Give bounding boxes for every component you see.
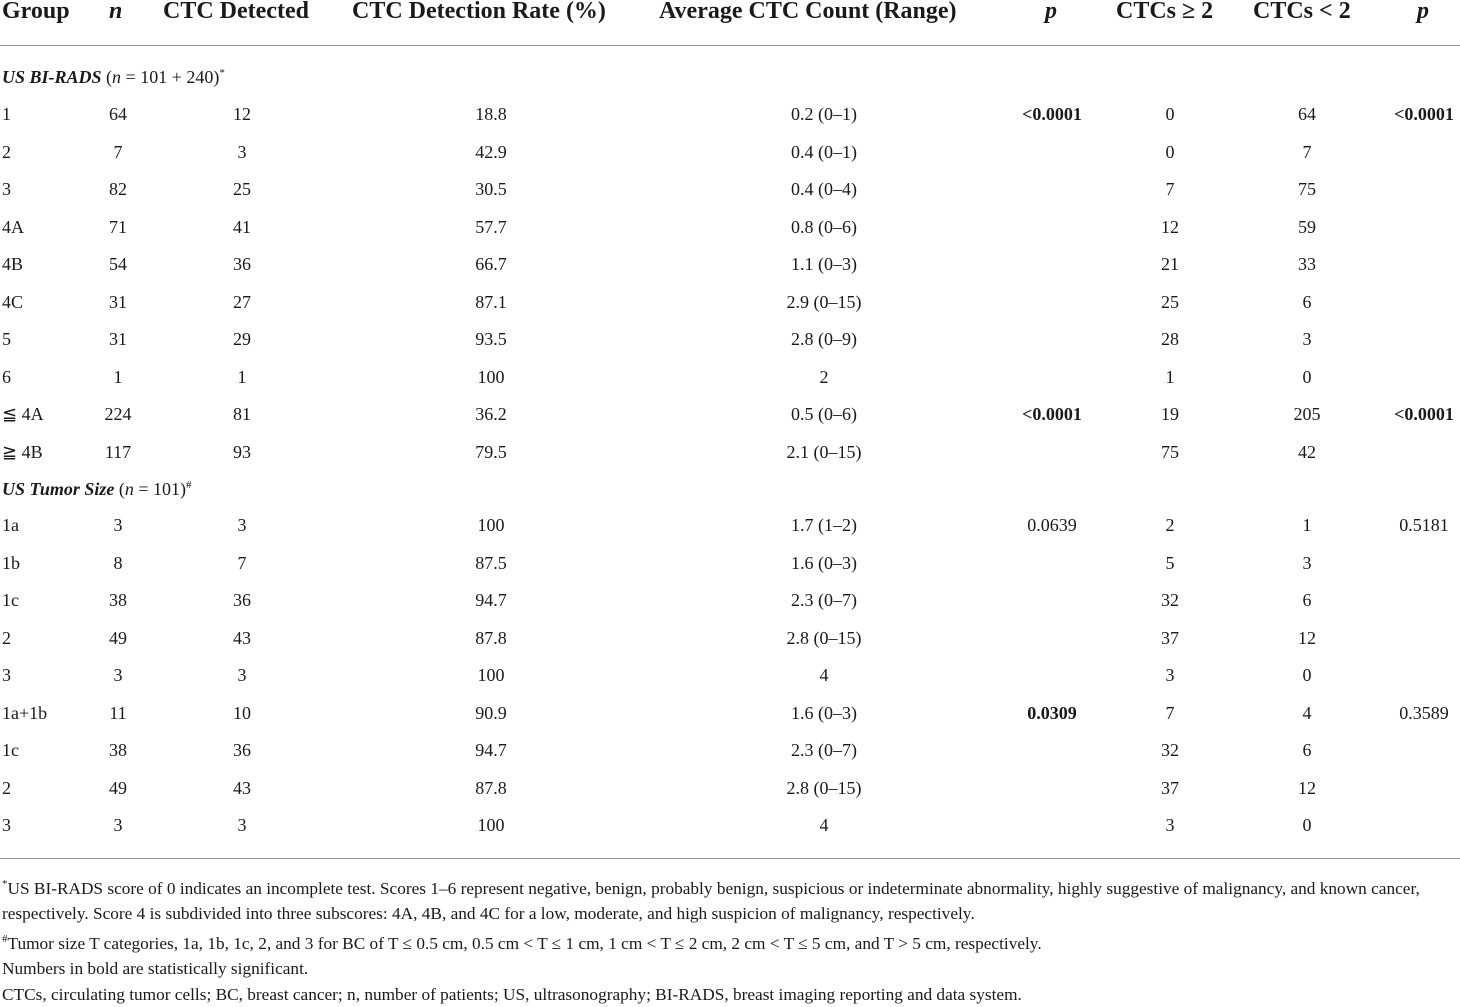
cell-ctcs-lt-2: 3 — [1302, 329, 1312, 349]
table-row — [0, 404, 1460, 434]
cell-ctcs-lt-2: 59 — [1298, 216, 1316, 237]
cell-ctcs-lt-2: 0 — [1302, 366, 1312, 387]
cell-ctcs-lt-2: 6 — [1302, 291, 1312, 312]
cell-group: 3 — [2, 665, 11, 685]
cell-group: 5 — [2, 329, 11, 349]
cell-ctc-detected: 81 — [233, 404, 251, 424]
section-title: US BI-RADS — [2, 67, 102, 87]
footnote-tumor-size: #Tumor size T categories, 1a, 1b, 1c, 2, and 3 for BC of T ≤ 0.5 cm, 0.5 cm < T ≤ 1 cm, 1 cm < T ≤ 2 cm, 2 cm < T ≤ 5 cm, and T > 5 cm, respectively. — [2, 932, 1042, 953]
cell-ctc-detected: 36 — [233, 590, 251, 610]
table-row — [0, 628, 1460, 658]
cell-ctcs-lt-2: 42 — [1298, 441, 1316, 462]
cell-group: 1c — [2, 740, 19, 760]
cell-ctc-detected: 1 — [237, 366, 247, 387]
cell-detection-rate: 100 — [477, 366, 505, 387]
cell-group: 1a+1b — [2, 702, 48, 723]
cell-p-value-2: 0.5181 — [1399, 515, 1449, 535]
cell-ctcs-lt-2: 64 — [1298, 104, 1316, 124]
cell-average-count: 4 — [819, 665, 829, 685]
cell-average-count: 2.8 (0–15) — [786, 777, 862, 798]
cell-p-value-1: 0.0309 — [1027, 702, 1077, 723]
cell-ctcs-lt-2: 6 — [1302, 590, 1312, 610]
cell-n: 49 — [109, 627, 127, 648]
header-rule — [0, 45, 1460, 46]
cell-group: 4C — [2, 291, 24, 312]
table-row — [0, 179, 1460, 209]
cell-ctcs-ge-2: 32 — [1161, 740, 1179, 760]
cell-ctc-detected: 7 — [237, 552, 247, 573]
section-heading-tumor-size: US Tumor Size (n = 101)# — [2, 479, 192, 499]
header-detection-rate: CTC Detection Rate (%) — [352, 0, 606, 24]
cell-average-count: 0.2 (0–1) — [791, 104, 857, 124]
cell-ctcs-ge-2: 32 — [1161, 590, 1179, 610]
cell-average-count: 0.4 (0–1) — [791, 141, 857, 162]
cell-n: 117 — [104, 441, 132, 462]
cell-n: 3 — [113, 515, 123, 535]
header-group: Group — [2, 0, 70, 24]
cell-group: ≧ 4B — [2, 441, 43, 462]
cell-p-value-2: <0.0001 — [1394, 104, 1454, 124]
cell-p-value-1: <0.0001 — [1022, 104, 1082, 124]
header-ctcs-lt-2: CTCs < 2 — [1253, 0, 1351, 24]
table-row — [0, 515, 1460, 545]
cell-n: 31 — [109, 329, 127, 349]
header-ctc-detected: CTC Detected — [163, 0, 309, 24]
cell-ctcs-lt-2: 205 — [1293, 404, 1321, 424]
footnote-abbreviations: CTCs, circulating tumor cells; BC, breast cancer; n, number of patients; US, ultrasonography; BI-RADS, breast imaging reporting and data system. — [2, 984, 1022, 1004]
cell-n: 11 — [109, 702, 127, 723]
cell-detection-rate: 42.9 — [475, 141, 507, 162]
cell-detection-rate: 57.7 — [475, 216, 507, 237]
cell-average-count: 0.8 (0–6) — [791, 216, 857, 237]
cell-ctc-detected: 3 — [237, 665, 247, 685]
header-n: n — [109, 0, 123, 24]
cell-group: 3 — [2, 815, 11, 835]
cell-detection-rate: 79.5 — [475, 441, 507, 462]
cell-ctcs-lt-2: 4 — [1302, 702, 1312, 723]
cell-average-count: 1.6 (0–3) — [791, 702, 857, 723]
cell-n: 3 — [113, 665, 123, 685]
cell-average-count: 4 — [819, 815, 829, 835]
cell-n: 82 — [109, 179, 127, 199]
cell-ctcs-lt-2: 33 — [1298, 254, 1316, 274]
cell-n: 71 — [109, 216, 127, 237]
cell-detection-rate: 87.8 — [475, 777, 507, 798]
cell-n: 1 — [113, 366, 123, 387]
section-title: US Tumor Size — [2, 479, 115, 499]
table-row — [0, 553, 1460, 583]
cell-group: 2 — [2, 777, 11, 798]
cell-n: 38 — [109, 590, 127, 610]
table-row — [0, 442, 1460, 472]
cell-detection-rate: 87.1 — [475, 291, 507, 312]
table-row — [0, 142, 1460, 172]
cell-detection-rate: 36.2 — [475, 404, 507, 424]
cell-ctcs-ge-2: 0 — [1165, 141, 1175, 162]
cell-ctcs-ge-2: 3 — [1165, 665, 1175, 685]
cell-group: 2 — [2, 141, 11, 162]
cell-n: 49 — [109, 777, 127, 798]
table-row — [0, 329, 1460, 359]
cell-average-count: 0.5 (0–6) — [791, 404, 857, 424]
cell-ctc-detected: 3 — [237, 515, 247, 535]
cell-ctc-detected: 27 — [233, 291, 251, 312]
cell-ctcs-ge-2: 3 — [1165, 815, 1175, 835]
cell-group: 1a — [2, 515, 19, 535]
cell-ctc-detected: 93 — [233, 441, 251, 462]
footnote-marker: * — [219, 67, 225, 79]
cell-ctc-detected: 36 — [233, 740, 251, 760]
cell-ctcs-lt-2: 0 — [1302, 665, 1312, 685]
footnote-bi-rads: *US BI-RADS score of 0 indicates an incomplete test. Scores 1–6 represent negative, benign, probably benign, suspicious or indeterminate abnormality, highly suggestive of malignancy, and known cancer, respectively. Score 4 is subdivided into three subscores: 4A, 4B, and 4C for a low, moderate, and high suspicion of malignancy, respectively. — [2, 878, 1420, 924]
cell-detection-rate: 100 — [477, 665, 505, 685]
cell-ctc-detected: 3 — [237, 815, 247, 835]
table-row — [0, 367, 1460, 397]
cell-ctcs-ge-2: 25 — [1161, 291, 1179, 312]
cell-detection-rate: 18.8 — [475, 104, 507, 124]
cell-group: 6 — [2, 366, 11, 387]
cell-detection-rate: 87.5 — [475, 552, 507, 573]
footnote-bold-note: Numbers in bold are statistically significant. — [2, 959, 309, 979]
cell-ctcs-lt-2: 1 — [1302, 515, 1312, 535]
cell-average-count: 2.8 (0–9) — [791, 329, 857, 349]
cell-ctcs-lt-2: 12 — [1298, 627, 1316, 648]
table-row — [0, 217, 1460, 247]
cell-ctcs-ge-2: 5 — [1165, 552, 1175, 573]
cell-ctcs-lt-2: 7 — [1302, 141, 1312, 162]
cell-ctcs-lt-2: 6 — [1302, 740, 1312, 760]
header-p-value-2: p — [1417, 0, 1429, 24]
cell-group: 4B — [2, 254, 24, 274]
cell-average-count: 2.9 (0–15) — [786, 291, 862, 312]
cell-detection-rate: 66.7 — [475, 254, 507, 274]
cell-detection-rate: 94.7 — [475, 590, 507, 610]
cell-n: 54 — [109, 254, 127, 274]
cell-group: ≦ 4A — [2, 404, 44, 424]
cell-group: 4A — [2, 216, 24, 237]
cell-ctcs-ge-2: 37 — [1161, 627, 1179, 648]
cell-detection-rate: 94.7 — [475, 740, 507, 760]
cell-average-count: 2.1 (0–15) — [786, 441, 862, 462]
cell-n: 3 — [113, 815, 123, 835]
cell-ctcs-lt-2: 12 — [1298, 777, 1316, 798]
cell-ctcs-lt-2: 75 — [1298, 179, 1316, 199]
cell-detection-rate: 30.5 — [475, 179, 507, 199]
cell-ctc-detected: 3 — [237, 141, 247, 162]
cell-ctcs-ge-2: 0 — [1165, 104, 1175, 124]
cell-n: 8 — [113, 552, 123, 573]
cell-detection-rate: 100 — [477, 815, 505, 835]
cell-average-count: 0.4 (0–4) — [791, 179, 857, 199]
cell-p-value-2: <0.0001 — [1394, 404, 1454, 424]
header-ctcs-ge-2: CTCs ≥ 2 — [1116, 0, 1214, 24]
cell-ctcs-ge-2: 75 — [1161, 441, 1179, 462]
header-p-value-1: p — [1045, 0, 1057, 24]
cell-group: 1c — [2, 590, 19, 610]
cell-p-value-1: 0.0639 — [1027, 515, 1077, 535]
cell-average-count: 1.1 (0–3) — [791, 254, 857, 274]
cell-ctcs-ge-2: 1 — [1165, 366, 1175, 387]
cell-ctc-detected: 43 — [233, 627, 251, 648]
table-row — [0, 665, 1460, 695]
cell-n: 31 — [109, 291, 127, 312]
cell-p-value-1: <0.0001 — [1022, 404, 1082, 424]
cell-ctc-detected: 25 — [233, 179, 251, 199]
cell-n: 7 — [113, 141, 123, 162]
table-row — [0, 740, 1460, 770]
table-row — [0, 590, 1460, 620]
table-row — [0, 778, 1460, 808]
cell-n: 224 — [104, 404, 132, 424]
cell-group: 2 — [2, 627, 11, 648]
cell-ctc-detected: 29 — [233, 329, 251, 349]
cell-ctc-detected: 36 — [233, 254, 251, 274]
cell-group: 3 — [2, 179, 11, 199]
cell-ctcs-ge-2: 12 — [1161, 216, 1179, 237]
cell-ctcs-ge-2: 2 — [1165, 515, 1175, 535]
cell-ctc-detected: 41 — [233, 216, 251, 237]
cell-group: 1 — [2, 104, 11, 124]
cell-ctcs-ge-2: 28 — [1161, 329, 1179, 349]
table-row — [0, 292, 1460, 322]
footer-rule — [0, 858, 1460, 859]
header-average-count: Average CTC Count (Range) — [659, 0, 957, 24]
cell-ctcs-ge-2: 21 — [1161, 254, 1179, 274]
cell-average-count: 2.8 (0–15) — [786, 627, 862, 648]
cell-ctc-detected: 12 — [233, 104, 251, 124]
cell-average-count: 1.7 (1–2) — [791, 515, 857, 535]
cell-average-count: 2.3 (0–7) — [791, 590, 857, 610]
cell-ctcs-ge-2: 19 — [1161, 404, 1179, 424]
footnote-marker: # — [186, 479, 192, 491]
cell-n: 38 — [109, 740, 127, 760]
cell-ctcs-lt-2: 3 — [1302, 552, 1312, 573]
table-footnotes — [2, 872, 1458, 1007]
table-row — [0, 703, 1460, 733]
cell-ctcs-lt-2: 0 — [1302, 815, 1312, 835]
table-row — [0, 254, 1460, 284]
section-heading-bi-rads: US BI-RADS (n = 101 + 240)* — [2, 67, 225, 87]
table-row — [0, 815, 1460, 845]
cell-average-count: 2 — [819, 366, 829, 387]
cell-group: 1b — [2, 552, 20, 573]
cell-ctc-detected: 10 — [233, 702, 251, 723]
cell-p-value-2: 0.3589 — [1399, 702, 1449, 723]
cell-detection-rate: 100 — [477, 515, 505, 535]
cell-detection-rate: 90.9 — [475, 702, 507, 723]
cell-n: 64 — [109, 104, 127, 124]
cell-ctcs-ge-2: 37 — [1161, 777, 1179, 798]
cell-ctcs-ge-2: 7 — [1165, 702, 1175, 723]
cell-average-count: 2.3 (0–7) — [791, 740, 857, 760]
cell-detection-rate: 87.8 — [475, 627, 507, 648]
cell-average-count: 1.6 (0–3) — [791, 552, 857, 573]
table-row — [0, 104, 1460, 134]
cell-detection-rate: 93.5 — [475, 329, 507, 349]
cell-ctc-detected: 43 — [233, 777, 251, 798]
table-header — [0, 0, 1460, 30]
cell-ctcs-ge-2: 7 — [1165, 179, 1175, 199]
